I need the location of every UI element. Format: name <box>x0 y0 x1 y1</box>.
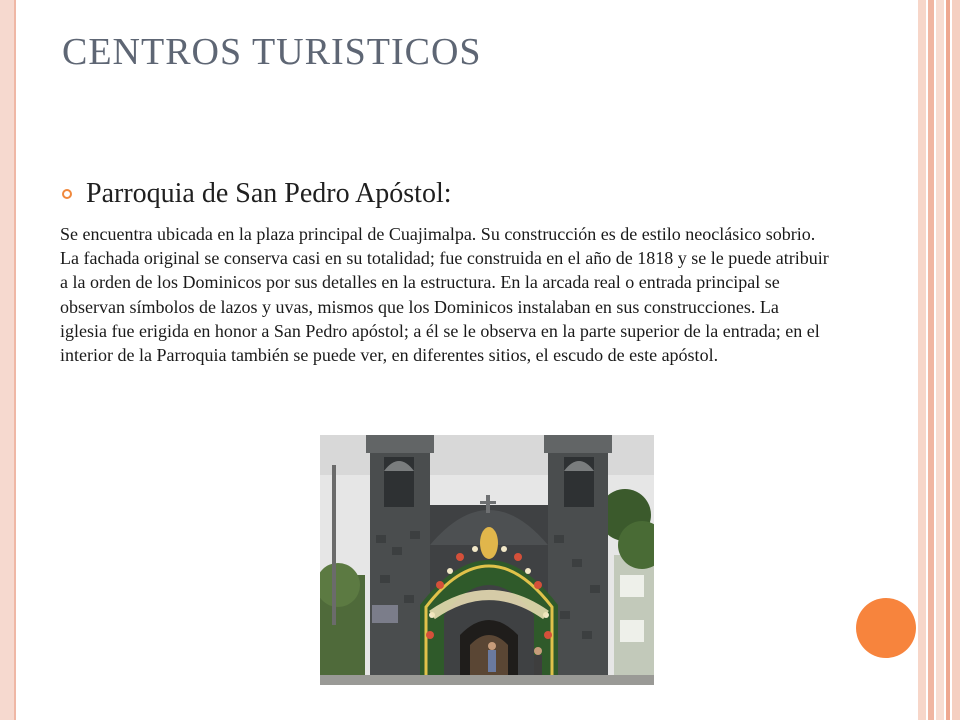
slide-subtitle: Parroquia de San Pedro Apóstol: <box>86 178 452 209</box>
stripe-4 <box>946 0 950 720</box>
left-decorative-border <box>0 0 16 720</box>
stripe-1 <box>918 0 926 720</box>
stripe-5 <box>952 0 960 720</box>
church-illustration <box>320 435 654 685</box>
slide-title: CENTROS TURISTICOS <box>62 31 482 73</box>
stripe-2 <box>928 0 934 720</box>
body-paragraph: Se encuentra ubicada en la plaza principal de Cuajimalpa. Su construcción es de estilo neoclásico sobrio. La fachada original se conserva casi en su totalidad; fue construida en el año de 1818 y se le puede atribuir a la orden de los Dominicos por sus detalles en la estructura. En la arcada real o entrada principal se observan símbolos de lazos y uvas, mismos que los Dominicos instalaban en sus construcciones. La iglesia fue erigida en honor a San Pedro apóstol; a él se le observa en la parte superior de la entrada; en el interior de la Parroquia también se puede ver, en diferentes sitios, el escudo de este apóstol. <box>60 224 829 366</box>
orange-accent-circle <box>856 598 916 658</box>
stripe-3 <box>936 0 944 720</box>
bullet-circle-icon <box>62 189 72 199</box>
bullet-heading <box>62 178 452 210</box>
church-photo <box>320 435 654 685</box>
right-decorative-stripes <box>918 0 960 720</box>
